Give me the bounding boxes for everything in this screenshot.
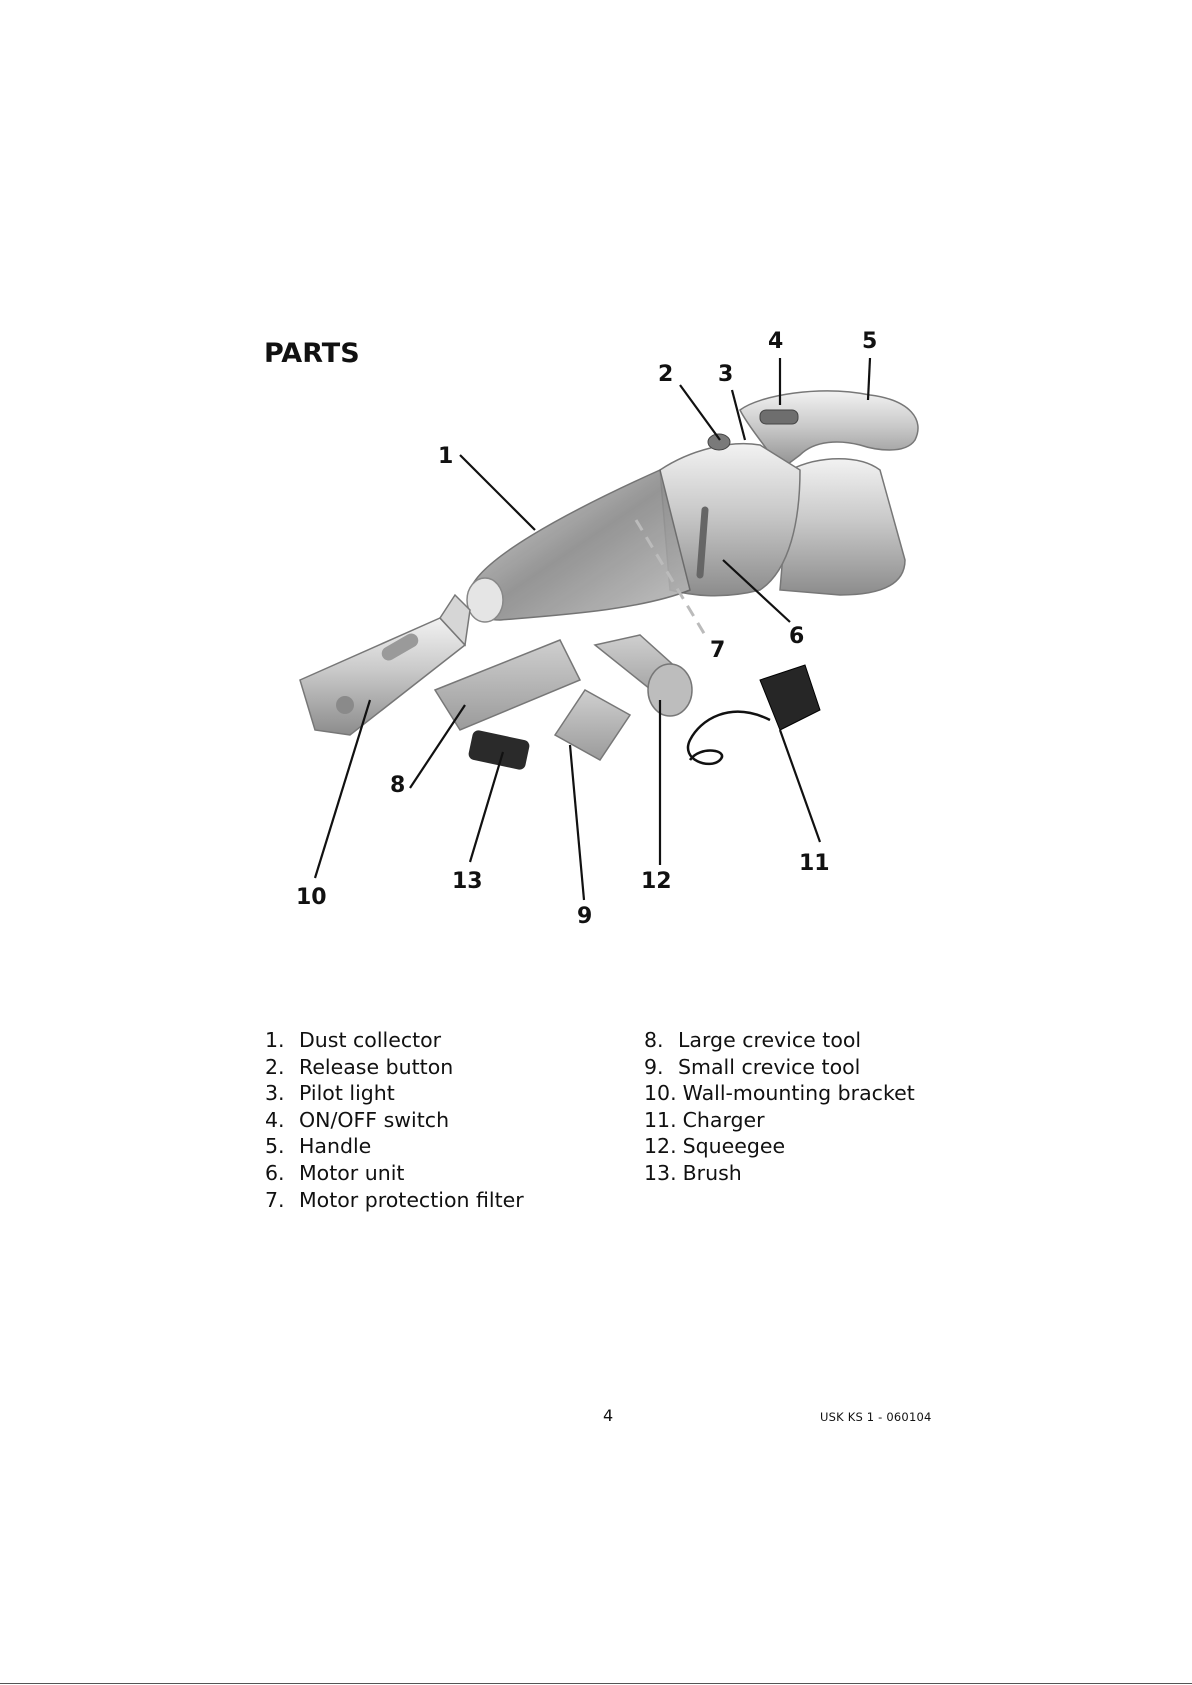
document-code: USK KS 1 - 060104: [820, 1410, 932, 1424]
list-item: [644, 1160, 915, 1187]
list-item-label: Small crevice tool: [678, 1054, 861, 1079]
list-item-label: Brush: [682, 1160, 742, 1185]
list-item-label: Dust collector: [299, 1028, 442, 1052]
list-item: [265, 1187, 524, 1214]
list-item: [265, 1054, 524, 1081]
list-item: [644, 1054, 915, 1081]
list-item-number: 8.: [644, 1028, 664, 1052]
callout-8: 8: [390, 773, 406, 798]
callout-10: 10: [296, 885, 327, 910]
list-item-number: 3.: [265, 1081, 285, 1106]
callout-12: 12: [641, 869, 672, 894]
page-title: PARTS: [264, 338, 360, 369]
list-item-label: Wall-mounting bracket: [682, 1081, 915, 1106]
list-item: [265, 1080, 524, 1107]
callout-11: 11: [799, 851, 830, 876]
callout-1: 1: [438, 444, 454, 469]
list-item-number: 6.: [265, 1160, 285, 1185]
page-number: 4: [603, 1406, 614, 1425]
list-item-label: Pilot light: [299, 1081, 395, 1106]
bracket-illustration: [300, 595, 470, 735]
parts-list-left: [265, 1027, 524, 1213]
list-item: [265, 1107, 524, 1134]
list-item: [265, 1160, 524, 1187]
callout-13: 13: [452, 869, 483, 894]
callout-7: 7: [710, 638, 726, 663]
charger-illustration: [688, 665, 820, 764]
list-item: [265, 1027, 524, 1054]
parts-list-right: [644, 1027, 915, 1187]
list-item-number: 7.: [265, 1187, 285, 1212]
list-item-number: 1.: [265, 1028, 285, 1052]
list-item-number: 11.: [644, 1107, 677, 1132]
list-item: [644, 1080, 915, 1107]
list-item-label: Handle: [299, 1134, 372, 1159]
callout-6: 6: [789, 624, 805, 649]
callout-4: 4: [768, 329, 784, 354]
callout-2: 2: [658, 362, 674, 387]
list-item-label: ON/OFF switch: [299, 1107, 450, 1132]
list-item-label: Motor unit: [299, 1160, 405, 1185]
list-item: [644, 1133, 915, 1160]
list-item-label: Charger: [682, 1107, 765, 1132]
list-item: [265, 1133, 524, 1160]
vacuum-illustration: [467, 391, 918, 640]
list-item-label: Large crevice tool: [678, 1028, 862, 1052]
list-item-number: 12.: [644, 1134, 677, 1159]
list-item-number: 5.: [265, 1134, 285, 1159]
list-item: [644, 1027, 915, 1054]
list-item: [644, 1107, 915, 1134]
list-item-number: 2.: [265, 1054, 285, 1079]
small-crevice-tool-illustration: [555, 690, 630, 760]
page-edge-divider: [0, 1683, 1192, 1684]
callout-3: 3: [718, 362, 734, 387]
list-item-label: Motor protection filter: [299, 1187, 524, 1212]
callout-5: 5: [862, 329, 878, 354]
callout-9: 9: [577, 904, 593, 929]
list-item-number: 10.: [644, 1081, 677, 1106]
list-item-number: 4.: [265, 1107, 285, 1132]
list-item-label: Release button: [299, 1054, 454, 1079]
list-item-number: 13.: [644, 1160, 677, 1185]
list-item-label: Squeegee: [682, 1134, 786, 1159]
list-item-number: 9.: [644, 1054, 664, 1079]
